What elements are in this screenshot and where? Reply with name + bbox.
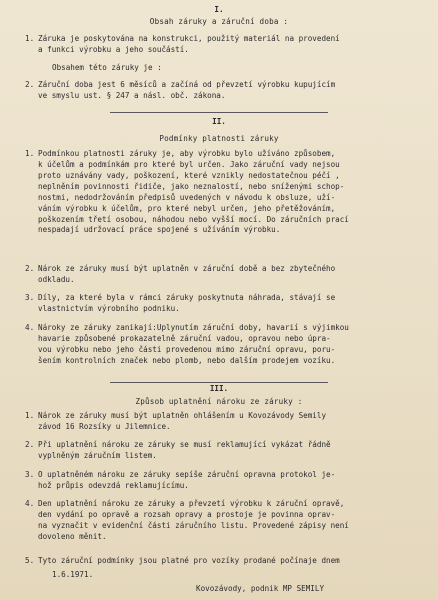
item-line: Záruka je poskytována na konstrukci, použitý materiál na provedení <box>38 34 340 43</box>
item-number: 4. <box>25 499 35 508</box>
item-line: Při uplatnění nároku ze záruky se musí reklamující vykázat řádně <box>38 440 331 449</box>
section-2-item-4 <box>25 323 414 367</box>
item-line: den vydání po opravě a rozsah opravy a prostoje je povinna oprav- <box>38 509 336 519</box>
item-line: proto uznávány vady, poškození, které vznikly nedostatečnou péčí , <box>38 170 340 180</box>
item-line: nespadají udržovací práce spojené s užíváním výrobku. <box>38 225 281 235</box>
item-line: Tyto záruční podmínky jsou platné pro vozíky prodané počínaje dnem <box>38 556 340 565</box>
item-line: a funkci výrobku a jeho součástí. <box>38 44 189 54</box>
item-number: 1. <box>25 34 35 43</box>
section-1-numeral: I. <box>214 5 224 14</box>
item-line: hož průpis odevzdá reklamujícímu. <box>38 480 189 490</box>
item-line: Den uplatnění nároku ze záruky a převzetí výrobku k záruční opravě, <box>38 499 345 508</box>
item-line: Díly, za které byla v rámci záruky poskytnuta náhrada, stávají se <box>38 293 336 302</box>
item-number: 3. <box>25 470 35 479</box>
item-line: váním výrobku k účelům, pro které nebyl určen, jeho přetěžováním, <box>38 203 336 213</box>
section-1-item-1 <box>25 34 414 56</box>
item-line: ve smyslu ust. § 247 a násl. obč. zákona. <box>38 90 226 100</box>
item-line: neplněním povinnosti řidiče, jako neznalostí, nebo sníženými schop- <box>38 181 345 191</box>
item-line: Nárok ze záruky musí být uplatněn ohlášením u Kovozávody Semily <box>38 411 327 420</box>
section-2-numeral: II. <box>212 117 226 126</box>
issuer-signature: Kovozávody, podnik MP SEMILY <box>196 584 325 593</box>
item-line: Nároky ze záruky zanikají:Uplynutím záruční doby, havarií s výjimkou <box>38 323 349 332</box>
section-3-item-4 <box>25 499 414 543</box>
item-number: 2. <box>25 440 35 449</box>
section-1-item-2 <box>25 80 414 102</box>
item-line: O uplatněném nároku ze záruky sepíše záruční opravna protokol je- <box>38 470 336 479</box>
item-line: Podmínkou platnosti záruky je, aby výrobku bylo užíváno způsobem, <box>38 149 336 158</box>
item-line: odkladu. <box>38 274 75 284</box>
item-line: Nárok ze záruky musí být uplatněn v záruční době a bez zbytečného <box>38 264 336 273</box>
item-line: vlastnictvím výrobního podniku. <box>38 303 180 313</box>
item-line: Záruční doba jest 6 měsíců a začíná od převzetí výrobku kupujícím <box>38 80 336 89</box>
section-3-item-2 <box>25 440 414 462</box>
section-3-heading: Způsob uplatnění nároku ze záruky : <box>135 397 303 406</box>
item-line: nostmi, nedodržováním předpisů uvedených v návodu k obsluze, uží- <box>38 192 336 202</box>
item-line: šením kontrolních značek nebo plomb, nebo dalším prodejem vozíku. <box>38 355 336 365</box>
section-2-item-3 <box>25 293 414 315</box>
validity-date: 1.6.1971. <box>52 570 94 579</box>
section-1-heading: Obsah záruky a záruční doba : <box>149 17 289 26</box>
section-3-item-1 <box>25 411 414 433</box>
section-3-item-3 <box>25 470 414 492</box>
section-2-heading: Podmínky platnosti záruky <box>159 134 279 143</box>
section-2-item-2 <box>25 264 414 286</box>
section-2-item-1 <box>25 149 414 236</box>
item-number: 2. <box>25 80 35 89</box>
section-3-item-5 <box>25 556 414 567</box>
section-divider <box>110 382 328 383</box>
item-line: dovoleno měnit. <box>38 531 107 541</box>
item-number: 1. <box>25 411 35 420</box>
item-line: vyplněným záručním listem. <box>38 450 157 460</box>
item-line: závod 16 Rozsíky u Jilemnice. <box>38 421 171 431</box>
item-number: 5. <box>25 556 35 565</box>
item-number: 2. <box>25 264 35 273</box>
item-line: havarie způsobené prokazatelně záruční vadou, opravou nebo úpra- <box>38 333 331 343</box>
item-line: k účelům a podmínkám pro které byl určen. Jako záruční vady nejsou <box>38 159 340 169</box>
section-1-note: Obsahem této záruky je : <box>52 63 162 72</box>
item-line: na vyznačit v evidenční části záručního listu. Provedené zápisy není <box>38 520 349 530</box>
item-number: 4. <box>25 323 35 332</box>
item-line: vou výrobku nebo jeho části provedenou mimo záruční opravu, poru- <box>38 344 336 354</box>
item-line: poškozením třetí osobou, náhodou nebo vyšší mocí. Do záručních prací <box>38 214 349 224</box>
section-divider <box>110 112 328 113</box>
item-number: 1. <box>25 149 35 158</box>
item-number: 3. <box>25 293 35 302</box>
section-3-numeral: III. <box>209 384 229 393</box>
